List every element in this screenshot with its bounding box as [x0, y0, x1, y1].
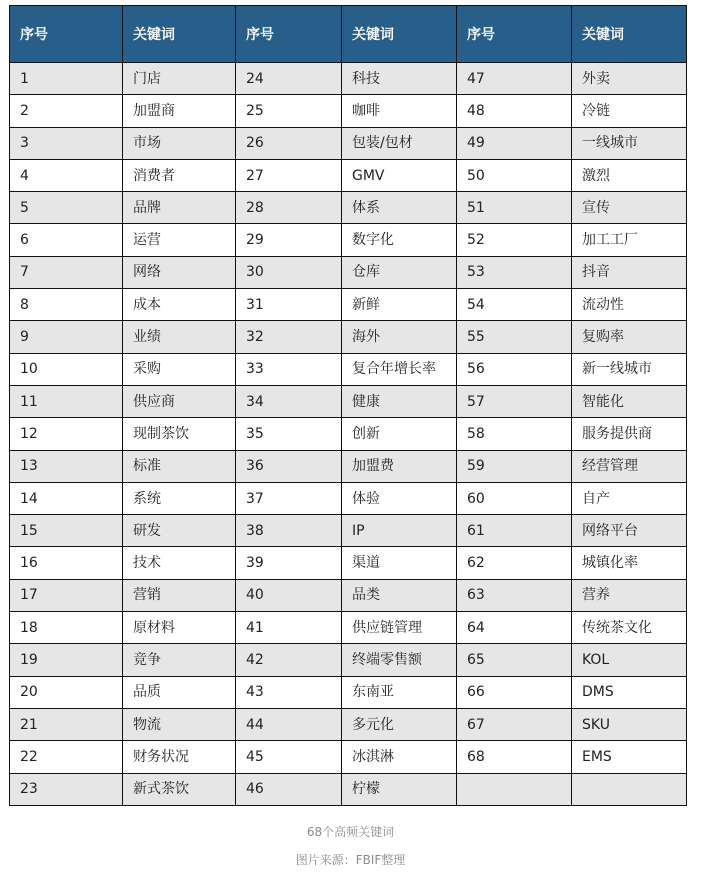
cell-keyword: 冰淇淋 [342, 741, 457, 773]
cell-index: 54 [457, 289, 572, 321]
cell-index: 62 [457, 547, 572, 579]
header-index-1: 序号 [10, 6, 123, 63]
table-row [10, 612, 687, 644]
cell-keyword: 健康 [342, 385, 457, 417]
cell-keyword: 供应链管理 [342, 612, 457, 644]
cell-keyword: 新鲜 [342, 289, 457, 321]
table-row [10, 256, 687, 288]
table-row [10, 450, 687, 482]
table-row [10, 482, 687, 514]
cell-keyword: 仓库 [342, 256, 457, 288]
cell-index: 26 [236, 127, 342, 159]
cell-index: 30 [236, 256, 342, 288]
cell-keyword: 系统 [123, 482, 236, 514]
cell-index: 36 [236, 450, 342, 482]
cell-keyword: 经营管理 [572, 450, 687, 482]
cell-index: 66 [457, 676, 572, 708]
cell-keyword: 品牌 [123, 192, 236, 224]
cell-index: 41 [236, 612, 342, 644]
cell-index: 60 [457, 482, 572, 514]
cell-index: 7 [10, 256, 123, 288]
cell-keyword: 物流 [123, 708, 236, 740]
cell-index: 24 [236, 63, 342, 95]
cell-keyword: 现制茶饮 [123, 418, 236, 450]
cell-index: 39 [236, 547, 342, 579]
cell-index: 64 [457, 612, 572, 644]
cell-keyword: 采购 [123, 353, 236, 385]
cell-index: 40 [236, 579, 342, 611]
cell-index: 59 [457, 450, 572, 482]
cell-index: 14 [10, 482, 123, 514]
cell-index: 63 [457, 579, 572, 611]
cell-index: 32 [236, 321, 342, 353]
cell-index: 19 [10, 644, 123, 676]
cell-index: 48 [457, 95, 572, 127]
header-keyword-3: 关键词 [572, 6, 687, 63]
cell-keyword: SKU [572, 708, 687, 740]
cell-index: 68 [457, 741, 572, 773]
table-row [10, 224, 687, 256]
cell-keyword: 供应商 [123, 385, 236, 417]
cell-keyword: 原材料 [123, 612, 236, 644]
cell-index: 15 [10, 515, 123, 547]
cell-keyword: 冷链 [572, 95, 687, 127]
figure-caption: 68个高频关键词 [306, 825, 395, 839]
cell-keyword: 智能化 [572, 385, 687, 417]
cell-index: 25 [236, 95, 342, 127]
cell-keyword: 竞争 [123, 644, 236, 676]
cell-keyword: IP [342, 515, 457, 547]
cell-index: 10 [10, 353, 123, 385]
cell-index: 6 [10, 224, 123, 256]
cell-keyword: 新式茶饮 [123, 773, 236, 805]
header-keyword-1: 关键词 [123, 6, 236, 63]
cell-keyword: 营养 [572, 579, 687, 611]
cell-index: 21 [10, 708, 123, 740]
cell-index: 3 [10, 127, 123, 159]
cell-index: 35 [236, 418, 342, 450]
cell-keyword: 网络平台 [572, 515, 687, 547]
cell-keyword: 市场 [123, 127, 236, 159]
cell-keyword: 外卖 [572, 63, 687, 95]
cell-index: 52 [457, 224, 572, 256]
table-row [10, 321, 687, 353]
cell-index: 53 [457, 256, 572, 288]
cell-keyword: 自产 [572, 482, 687, 514]
cell-index: 22 [10, 741, 123, 773]
cell-keyword: 渠道 [342, 547, 457, 579]
cell-keyword: DMS [572, 676, 687, 708]
cell-keyword: 数字化 [342, 224, 457, 256]
cell-keyword: 体系 [342, 192, 457, 224]
cell-index: 43 [236, 676, 342, 708]
cell-index: 57 [457, 385, 572, 417]
cell-index: 23 [10, 773, 123, 805]
cell-index: 4 [10, 159, 123, 191]
cell-keyword: 城镇化率 [572, 547, 687, 579]
cell-index: 8 [10, 289, 123, 321]
cell-keyword: 业绩 [123, 321, 236, 353]
cell-keyword: 宣传 [572, 192, 687, 224]
cell-keyword: 海外 [342, 321, 457, 353]
table-row [10, 192, 687, 224]
table-row [10, 708, 687, 740]
cell-keyword: 标准 [123, 450, 236, 482]
cell-index: 56 [457, 353, 572, 385]
table-row [10, 418, 687, 450]
cell-index: 44 [236, 708, 342, 740]
cell-keyword: 研发 [123, 515, 236, 547]
cell-keyword: 激烈 [572, 159, 687, 191]
cell-index: 61 [457, 515, 572, 547]
header-index-2: 序号 [236, 6, 342, 63]
cell-keyword: 体验 [342, 482, 457, 514]
table-header-row [10, 6, 687, 63]
cell-index: 50 [457, 159, 572, 191]
cell-keyword: EMS [572, 741, 687, 773]
cell-keyword: 包装/包材 [342, 127, 457, 159]
figure-source: 图片来源：FBIF整理 [295, 853, 406, 867]
cell-index: 18 [10, 612, 123, 644]
cell-index: 16 [10, 547, 123, 579]
cell-keyword: 品质 [123, 676, 236, 708]
cell-keyword: 品类 [342, 579, 457, 611]
cell-keyword: 复合年增长率 [342, 353, 457, 385]
cell-index: 34 [236, 385, 342, 417]
cell-index: 9 [10, 321, 123, 353]
cell-index: 38 [236, 515, 342, 547]
header-index-3: 序号 [457, 6, 572, 63]
cell-keyword: 加工工厂 [572, 224, 687, 256]
keyword-table [9, 5, 687, 806]
cell-keyword: 技术 [123, 547, 236, 579]
cell-index: 29 [236, 224, 342, 256]
cell-keyword: 流动性 [572, 289, 687, 321]
cell-index: 46 [236, 773, 342, 805]
cell-keyword: 柠檬 [342, 773, 457, 805]
cell-keyword: 加盟商 [123, 95, 236, 127]
cell-keyword: 终端零售额 [342, 644, 457, 676]
cell-keyword: 抖音 [572, 256, 687, 288]
cell-keyword [572, 773, 687, 805]
cell-index: 49 [457, 127, 572, 159]
table-row [10, 547, 687, 579]
table-row [10, 353, 687, 385]
cell-index: 33 [236, 353, 342, 385]
cell-index: 47 [457, 63, 572, 95]
cell-keyword: KOL [572, 644, 687, 676]
table-row [10, 385, 687, 417]
cell-keyword: 咖啡 [342, 95, 457, 127]
cell-index [457, 773, 572, 805]
cell-index: 17 [10, 579, 123, 611]
cell-index: 42 [236, 644, 342, 676]
cell-keyword: 服务提供商 [572, 418, 687, 450]
table-body [10, 63, 687, 806]
cell-index: 1 [10, 63, 123, 95]
table-row [10, 159, 687, 191]
cell-keyword: 运营 [123, 224, 236, 256]
cell-index: 45 [236, 741, 342, 773]
table-row [10, 676, 687, 708]
cell-index: 55 [457, 321, 572, 353]
cell-index: 11 [10, 385, 123, 417]
table-row [10, 741, 687, 773]
cell-index: 13 [10, 450, 123, 482]
cell-keyword: 一线城市 [572, 127, 687, 159]
table-row [10, 644, 687, 676]
cell-index: 58 [457, 418, 572, 450]
cell-index: 27 [236, 159, 342, 191]
cell-keyword: 网络 [123, 256, 236, 288]
cell-keyword: 新一线城市 [572, 353, 687, 385]
cell-index: 2 [10, 95, 123, 127]
cell-index: 28 [236, 192, 342, 224]
cell-keyword: 门店 [123, 63, 236, 95]
cell-index: 31 [236, 289, 342, 321]
cell-index: 67 [457, 708, 572, 740]
cell-keyword: 多元化 [342, 708, 457, 740]
cell-index: 37 [236, 482, 342, 514]
cell-index: 12 [10, 418, 123, 450]
cell-keyword: 创新 [342, 418, 457, 450]
table-row [10, 515, 687, 547]
cell-keyword: 加盟费 [342, 450, 457, 482]
cell-keyword: 成本 [123, 289, 236, 321]
cell-index: 51 [457, 192, 572, 224]
table-row [10, 773, 687, 805]
cell-keyword: 传统茶文化 [572, 612, 687, 644]
table-row [10, 579, 687, 611]
table-row [10, 289, 687, 321]
table-row [10, 127, 687, 159]
table-row [10, 63, 687, 95]
cell-keyword: 财务状况 [123, 741, 236, 773]
cell-index: 65 [457, 644, 572, 676]
cell-index: 5 [10, 192, 123, 224]
table-row [10, 95, 687, 127]
cell-keyword: 东南亚 [342, 676, 457, 708]
cell-keyword: 复购率 [572, 321, 687, 353]
cell-keyword: 消费者 [123, 159, 236, 191]
cell-keyword: GMV [342, 159, 457, 191]
cell-keyword: 科技 [342, 63, 457, 95]
header-keyword-2: 关键词 [342, 6, 457, 63]
cell-index: 20 [10, 676, 123, 708]
cell-keyword: 营销 [123, 579, 236, 611]
